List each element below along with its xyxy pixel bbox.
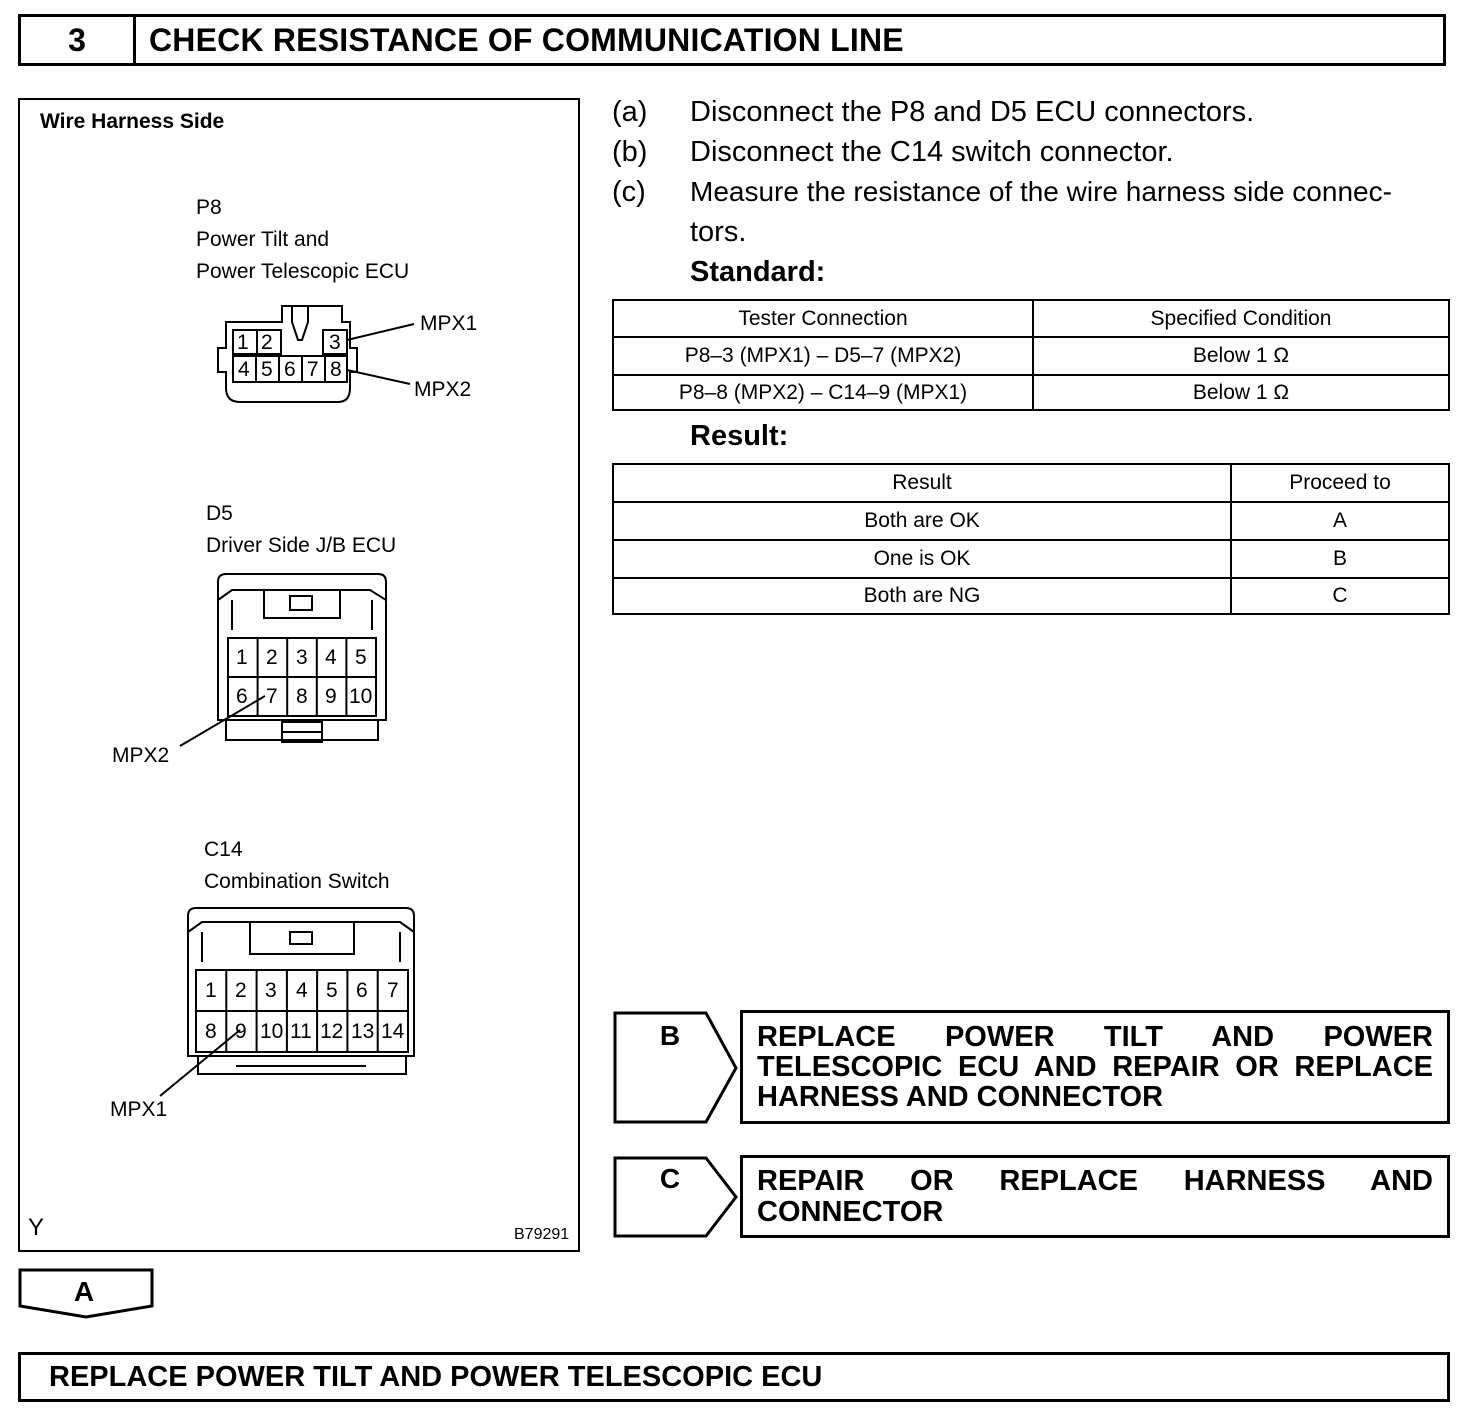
c14-pin-8: 8 xyxy=(205,1020,217,1043)
table-row xyxy=(613,375,1449,410)
d5-pin-8: 8 xyxy=(296,685,308,708)
d5-pin-10: 10 xyxy=(349,685,373,708)
d5-code: D5 xyxy=(206,502,233,525)
corner-mark: Y xyxy=(28,1214,45,1241)
result-row2-proceed: B xyxy=(1231,540,1449,578)
standard-header-row xyxy=(613,300,1449,337)
p8-code: P8 xyxy=(196,196,222,219)
table-row xyxy=(613,337,1449,375)
step-c-letter: (c) xyxy=(612,176,646,208)
d5-pin-2: 2 xyxy=(266,646,278,669)
result-heading: Result: xyxy=(690,420,789,452)
p8-pin-5: 5 xyxy=(261,358,273,381)
c14-connector-shape xyxy=(160,908,414,1096)
outcome-a-action: REPLACE POWER TILT AND POWER TELESCOPIC ECU xyxy=(49,1360,823,1393)
outcome-b-line2: TELESCOPIC ECU AND REPAIR OR REPLACE xyxy=(757,1051,1433,1083)
result-row1-result: Both are OK xyxy=(613,502,1231,540)
d5-pin-6: 6 xyxy=(236,685,248,708)
outcome-c-line1: REPAIR OR REPLACE HARNESS AND xyxy=(757,1165,1433,1197)
outcome-c-line2: CONNECTOR xyxy=(757,1196,944,1228)
table-row xyxy=(613,578,1449,614)
outcome-a-action-box xyxy=(18,1352,1450,1402)
c14-callout-mpx1: MPX1 xyxy=(110,1098,168,1121)
result-row3-proceed: C xyxy=(1231,578,1449,614)
step-c-text-line2: tors. xyxy=(690,216,747,248)
standard-col-condition: Specified Condition xyxy=(1033,300,1449,337)
d5-pin-1: 1 xyxy=(236,646,248,669)
c14-pin-3: 3 xyxy=(265,979,277,1002)
outcome-b-action-box xyxy=(740,1010,1450,1124)
standard-row1-connection: P8–3 (MPX1) – D5–7 (MPX2) xyxy=(613,337,1033,375)
p8-callout-mpx1: MPX1 xyxy=(420,312,478,335)
step-b-letter: (b) xyxy=(612,136,648,168)
d5-pin-5: 5 xyxy=(355,646,367,669)
d5-pin-7: 7 xyxy=(266,685,278,708)
c14-pin-13: 13 xyxy=(351,1020,375,1043)
step-a-text: Disconnect the P8 and D5 ECU connectors. xyxy=(690,96,1255,128)
view-label: Wire Harness Side xyxy=(40,110,225,133)
d5-pin-3: 3 xyxy=(296,646,308,669)
outcome-a-letter: A xyxy=(73,1276,95,1307)
d5-callout-mpx2: MPX2 xyxy=(112,744,170,767)
result-row3-result: Both are NG xyxy=(613,578,1231,614)
step-header xyxy=(18,14,1446,66)
c14-pin-11: 11 xyxy=(290,1020,312,1043)
step-a-letter: (a) xyxy=(612,96,648,128)
p8-pin-3: 3 xyxy=(329,331,341,354)
c14-pin-4: 4 xyxy=(296,979,308,1002)
p8-pin-6: 6 xyxy=(284,358,296,381)
standard-table xyxy=(612,299,1450,411)
standard-col-tester: Tester Connection xyxy=(613,300,1033,337)
c14-pin-9: 9 xyxy=(235,1020,247,1043)
result-table xyxy=(612,463,1450,615)
standard-heading: Standard: xyxy=(690,256,826,288)
c14-pin-10: 10 xyxy=(260,1020,284,1043)
standard-row1-condition: Below 1 Ω xyxy=(1033,337,1449,375)
c14-pin-14: 14 xyxy=(381,1020,405,1043)
outcome-c-letter: C xyxy=(659,1163,681,1194)
p8-pin-4: 4 xyxy=(238,358,250,381)
standard-row2-condition: Below 1 Ω xyxy=(1033,375,1449,410)
connector-diagram xyxy=(18,98,580,1252)
p8-pin-8: 8 xyxy=(330,358,342,381)
result-row1-proceed: A xyxy=(1231,502,1449,540)
step-b-text: Disconnect the C14 switch connector. xyxy=(690,136,1174,168)
outcome-b-line1: REPLACE POWER TILT AND POWER xyxy=(757,1021,1433,1053)
p8-name-line2: Power Telescopic ECU xyxy=(196,260,410,283)
c14-pin-7: 7 xyxy=(387,979,399,1002)
c14-code: C14 xyxy=(204,838,243,861)
outcome-b-line3: HARNESS AND CONNECTOR xyxy=(757,1081,1164,1113)
outcome-c xyxy=(612,1155,1452,1239)
c14-pin-5: 5 xyxy=(326,979,338,1002)
table-row xyxy=(613,540,1449,578)
p8-pin-1: 1 xyxy=(237,331,249,354)
d5-pin-9: 9 xyxy=(325,685,337,708)
c14-pin-12: 12 xyxy=(320,1020,344,1043)
result-col-result: Result xyxy=(613,464,1231,502)
c14-name: Combination Switch xyxy=(204,870,390,893)
p8-pin-7: 7 xyxy=(307,358,319,381)
d5-name: Driver Side J/B ECU xyxy=(206,534,397,557)
c14-pin-1: 1 xyxy=(205,979,217,1002)
c14-pin-2: 2 xyxy=(235,979,247,1002)
c14-pin-6: 6 xyxy=(356,979,368,1002)
step-number: 3 xyxy=(21,17,136,63)
outcome-b-letter: B xyxy=(659,1020,681,1051)
p8-name-line1: Power Tilt and xyxy=(196,228,330,251)
outcome-a xyxy=(18,1268,158,1320)
standard-row2-connection: P8–8 (MPX2) – C14–9 (MPX1) xyxy=(613,375,1033,410)
result-row2-result: One is OK xyxy=(613,540,1231,578)
result-col-proceed: Proceed to xyxy=(1231,464,1449,502)
p8-pin-2: 2 xyxy=(261,331,273,354)
step-c-text-line1: Measure the resistance of the wire harness side connec- xyxy=(690,176,1392,207)
result-header-row xyxy=(613,464,1449,502)
d5-pin-4: 4 xyxy=(325,646,337,669)
outcome-c-action-box xyxy=(740,1155,1450,1238)
step-title: CHECK RESISTANCE OF COMMUNICATION LINE xyxy=(149,21,904,58)
table-row xyxy=(613,502,1449,540)
figure-id: B79291 xyxy=(514,1226,570,1243)
p8-callout-mpx2: MPX2 xyxy=(414,378,472,401)
outcome-b xyxy=(612,1010,1452,1126)
